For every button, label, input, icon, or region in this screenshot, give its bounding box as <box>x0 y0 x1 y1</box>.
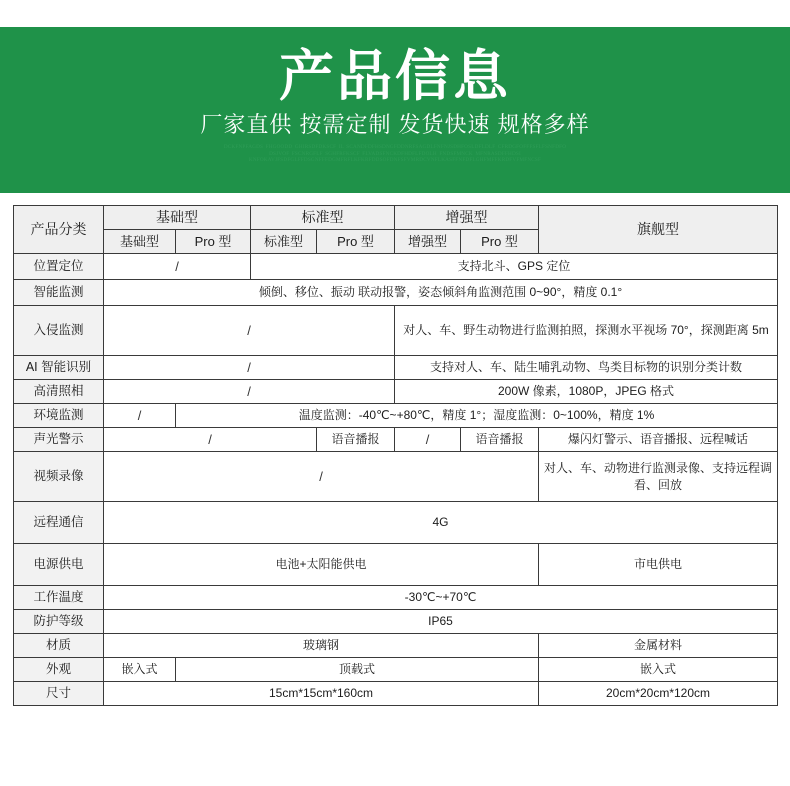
header-group-standard: 标准型 <box>251 206 395 230</box>
cell-not-supported: / <box>104 356 395 380</box>
table-head <box>14 206 778 254</box>
header-group-basic: 基础型 <box>104 206 251 230</box>
row-label-9: 电源供电 <box>14 544 104 586</box>
table-row <box>14 634 778 658</box>
cell-value: 4G <box>104 502 778 544</box>
spec-table-wrapper <box>13 205 777 706</box>
table-row <box>14 306 778 356</box>
row-label-10: 工作温度 <box>14 586 104 610</box>
cell-not-supported: / <box>104 452 539 502</box>
row-label-1: 智能监测 <box>14 280 104 306</box>
cell-value: 嵌入式 <box>539 658 778 682</box>
cell-value: 顶载式 <box>176 658 539 682</box>
table-row <box>14 586 778 610</box>
table-row <box>14 380 778 404</box>
table-row <box>14 544 778 586</box>
row-label-14: 尺寸 <box>14 682 104 706</box>
table-row <box>14 404 778 428</box>
row-label-3: AI 智能识别 <box>14 356 104 380</box>
row-label-13: 外观 <box>14 658 104 682</box>
cell-value: 语音播报 <box>461 428 539 452</box>
cell-value: 市电供电 <box>539 544 778 586</box>
header-sub-basic: 基础型 <box>104 230 176 254</box>
cell-not-supported: / <box>104 380 395 404</box>
table-row <box>14 658 778 682</box>
table-row <box>14 452 778 502</box>
row-label-0: 位置定位 <box>14 254 104 280</box>
cell-value: 玻璃钢 <box>104 634 539 658</box>
row-label-11: 防护等级 <box>14 610 104 634</box>
cell-value: 20cm*20cm*120cm <box>539 682 778 706</box>
row-label-12: 材质 <box>14 634 104 658</box>
cell-value: 爆闪灯警示、语音播报、远程喊话 <box>539 428 778 452</box>
cell-not-supported: / <box>104 428 317 452</box>
row-label-2: 入侵监测 <box>14 306 104 356</box>
product-spec-table <box>13 205 778 706</box>
row-label-8: 远程通信 <box>14 502 104 544</box>
banner-fine-print-line: DCKFNPFAGDS FHGOODD GHIRSDFDKSCF IL SCANDFDFHSDNGFDDNRFSAGDLFNFNJSDHFOSLDFLDLF CFRDGFOFFFSFLFSNFDFO <box>223 144 567 150</box>
cell-value: 支持对人、车、陆生哺乳动物、鸟类目标物的识别分类计数 <box>395 356 778 380</box>
header-row-groups <box>14 206 778 230</box>
cell-value: 温度监测：-40℃~+80℃，精度 1°；湿度监测：0~100%，精度 1% <box>176 404 778 428</box>
banner-fine-print-line: DSJVOF FSCNRGFLF SGHFRFKSCF FLVADSFNCKDFHDFLFDOLH FNDSFMNCK MFNRASDFFHDSI <box>269 150 521 157</box>
cell-not-supported: / <box>104 306 395 356</box>
cell-value: 金属材料 <box>539 634 778 658</box>
cell-value: 15cm*15cm*160cm <box>104 682 539 706</box>
header-group-flagship: 旗舰型 <box>539 206 778 254</box>
cell-not-supported: / <box>395 428 461 452</box>
cell-value: 支持北斗、GPS 定位 <box>251 254 778 280</box>
row-label-4: 高清照相 <box>14 380 104 404</box>
cell-value: 嵌入式 <box>104 658 176 682</box>
cell-value: 200W 像素，1080P，JPEG 格式 <box>395 380 778 404</box>
banner-fine-print <box>224 144 566 164</box>
cell-value: 语音播报 <box>317 428 395 452</box>
row-label-6: 声光警示 <box>14 428 104 452</box>
table-row <box>14 502 778 544</box>
table-body <box>14 254 778 706</box>
table-row <box>14 356 778 380</box>
table-row <box>14 254 778 280</box>
header-product-category: 产品分类 <box>14 206 104 254</box>
table-row <box>14 428 778 452</box>
cell-not-supported: / <box>104 404 176 428</box>
banner-subtitle: 厂家直供 按需定制 发货快速 规格多样 <box>200 112 590 137</box>
header-group-enhanced: 增强型 <box>395 206 539 230</box>
table-row <box>14 280 778 306</box>
row-label-7: 视频录像 <box>14 452 104 502</box>
cell-value: 对人、车、动物进行监测录像、支持远程调看、回放 <box>539 452 778 502</box>
cell-value: 对人、车、野生动物进行监测拍照，探测水平视场 70°，探测距离 5m <box>395 306 778 356</box>
page-title: 产品信息 <box>278 45 511 107</box>
banner-fine-print-line: KNFOKAVJFSDFGLFFDSGNFFFDGMFRFLKFKRFDDSOFDNFSFVMRDCVNFLKASFFNFDFLGHFMFFKRDFVFMFNCSF <box>248 157 542 164</box>
cell-value: 电池+太阳能供电 <box>104 544 539 586</box>
table-row <box>14 610 778 634</box>
banner <box>0 27 790 193</box>
header-sub-standard-pro: Pro 型 <box>317 230 395 254</box>
cell-value: 倾倒、移位、振动 联动报警，姿态倾斜角监测范围 0~90°，精度 0.1° <box>104 280 778 306</box>
header-sub-enhanced: 增强型 <box>395 230 461 254</box>
row-label-5: 环境监测 <box>14 404 104 428</box>
table-row <box>14 682 778 706</box>
header-sub-enhanced-pro: Pro 型 <box>461 230 539 254</box>
cell-not-supported: / <box>104 254 251 280</box>
cell-value: IP65 <box>104 610 778 634</box>
cell-value: -30℃~+70℃ <box>104 586 778 610</box>
header-sub-basic-pro: Pro 型 <box>176 230 251 254</box>
header-sub-standard: 标准型 <box>251 230 317 254</box>
